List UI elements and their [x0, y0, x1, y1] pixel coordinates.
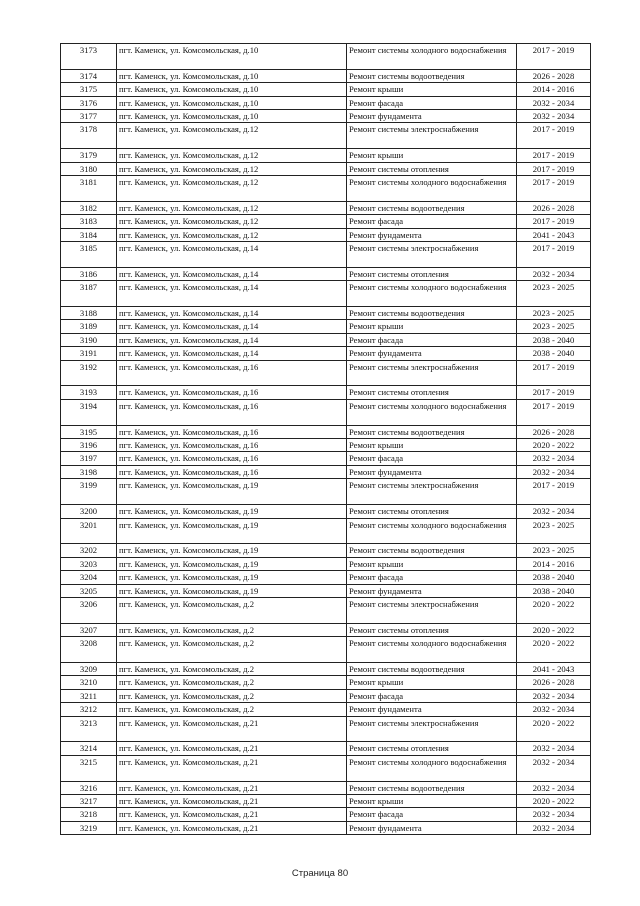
work-type-cell: Ремонт крыши — [347, 320, 517, 333]
row-number: 3174 — [61, 69, 117, 82]
work-type-cell: Ремонт фундамента — [347, 465, 517, 478]
period-cell: 2020 - 2022 — [517, 439, 591, 452]
work-type-cell: Ремонт системы холодного водоснабжения — [347, 399, 517, 425]
row-number: 3181 — [61, 176, 117, 202]
work-type-cell: Ремонт системы холодного водоснабжения — [347, 176, 517, 202]
row-number: 3187 — [61, 281, 117, 307]
address-cell: пгт. Каменск, ул. Комсомольская, д.2 — [117, 703, 347, 716]
period-cell: 2038 - 2040 — [517, 333, 591, 346]
address-cell: пгт. Каменск, ул. Комсомольская, д.16 — [117, 465, 347, 478]
work-type-cell: Ремонт фасада — [347, 215, 517, 228]
row-number: 3198 — [61, 465, 117, 478]
period-cell: 2017 - 2019 — [517, 479, 591, 505]
work-type-cell: Ремонт фундамента — [347, 821, 517, 834]
address-cell: пгт. Каменск, ул. Комсомольская, д.16 — [117, 360, 347, 386]
table-row — [61, 69, 591, 82]
address-cell: пгт. Каменск, ул. Комсомольская, д.2 — [117, 637, 347, 663]
row-number: 3218 — [61, 808, 117, 821]
work-type-cell: Ремонт системы электроснабжения — [347, 123, 517, 149]
period-cell: 2032 - 2034 — [517, 267, 591, 280]
row-number: 3179 — [61, 149, 117, 162]
table-row — [61, 386, 591, 399]
period-cell: 2023 - 2025 — [517, 307, 591, 320]
address-cell: пгт. Каменск, ул. Комсомольская, д.21 — [117, 808, 347, 821]
work-type-cell: Ремонт крыши — [347, 149, 517, 162]
table-row — [61, 452, 591, 465]
work-type-cell: Ремонт фасада — [347, 96, 517, 109]
work-type-cell: Ремонт фасада — [347, 808, 517, 821]
table-row — [61, 96, 591, 109]
table-row — [61, 755, 591, 781]
table-row — [61, 808, 591, 821]
table-row — [61, 307, 591, 320]
period-cell: 2032 - 2034 — [517, 781, 591, 794]
row-number: 3211 — [61, 689, 117, 702]
table-row — [61, 201, 591, 214]
period-cell: 2017 - 2019 — [517, 386, 591, 399]
address-cell: пгт. Каменск, ул. Комсомольская, д.21 — [117, 755, 347, 781]
address-cell: пгт. Каменск, ул. Комсомольская, д.16 — [117, 399, 347, 425]
address-cell: пгт. Каменск, ул. Комсомольская, д.16 — [117, 425, 347, 438]
table-row — [61, 584, 591, 597]
table-row — [61, 505, 591, 518]
work-type-cell: Ремонт системы водоотведения — [347, 662, 517, 675]
work-type-cell: Ремонт системы отопления — [347, 386, 517, 399]
row-number: 3207 — [61, 623, 117, 636]
row-number: 3192 — [61, 360, 117, 386]
table-row — [61, 676, 591, 689]
period-cell: 2032 - 2034 — [517, 96, 591, 109]
table-row — [61, 597, 591, 623]
repair-schedule-table — [60, 43, 591, 835]
row-number: 3188 — [61, 307, 117, 320]
work-type-cell: Ремонт системы электроснабжения — [347, 242, 517, 268]
table-row — [61, 83, 591, 96]
row-number: 3185 — [61, 242, 117, 268]
work-type-cell: Ремонт системы электроснабжения — [347, 479, 517, 505]
period-cell: 2032 - 2034 — [517, 821, 591, 834]
period-cell: 2017 - 2019 — [517, 176, 591, 202]
period-cell: 2026 - 2028 — [517, 425, 591, 438]
table-row — [61, 242, 591, 268]
work-type-cell: Ремонт системы холодного водоснабжения — [347, 281, 517, 307]
period-cell: 2026 - 2028 — [517, 69, 591, 82]
address-cell: пгт. Каменск, ул. Комсомольская, д.16 — [117, 439, 347, 452]
address-cell: пгт. Каменск, ул. Комсомольская, д.12 — [117, 176, 347, 202]
work-type-cell: Ремонт фундамента — [347, 584, 517, 597]
row-number: 3175 — [61, 83, 117, 96]
work-type-cell: Ремонт системы водоотведения — [347, 307, 517, 320]
row-number: 3219 — [61, 821, 117, 834]
table-body — [61, 44, 591, 835]
address-cell: пгт. Каменск, ул. Комсомольская, д.12 — [117, 123, 347, 149]
period-cell: 2026 - 2028 — [517, 201, 591, 214]
address-cell: пгт. Каменск, ул. Комсомольская, д.19 — [117, 584, 347, 597]
period-cell: 2017 - 2019 — [517, 162, 591, 175]
address-cell: пгт. Каменск, ул. Комсомольская, д.19 — [117, 518, 347, 544]
work-type-cell: Ремонт системы холодного водоснабжения — [347, 518, 517, 544]
address-cell: пгт. Каменск, ул. Комсомольская, д.16 — [117, 452, 347, 465]
row-number: 3204 — [61, 571, 117, 584]
period-cell: 2038 - 2040 — [517, 584, 591, 597]
row-number: 3216 — [61, 781, 117, 794]
address-cell: пгт. Каменск, ул. Комсомольская, д.21 — [117, 742, 347, 755]
address-cell: пгт. Каменск, ул. Комсомольская, д.19 — [117, 479, 347, 505]
period-cell: 2032 - 2034 — [517, 755, 591, 781]
row-number: 3206 — [61, 597, 117, 623]
table-row — [61, 347, 591, 360]
address-cell: пгт. Каменск, ул. Комсомольская, д.12 — [117, 228, 347, 241]
period-cell: 2020 - 2022 — [517, 716, 591, 742]
table-row — [61, 149, 591, 162]
address-cell: пгт. Каменск, ул. Комсомольская, д.14 — [117, 347, 347, 360]
work-type-cell: Ремонт системы электроснабжения — [347, 597, 517, 623]
row-number: 3214 — [61, 742, 117, 755]
table-row — [61, 228, 591, 241]
table-row — [61, 637, 591, 663]
table-row — [61, 821, 591, 834]
period-cell: 2023 - 2025 — [517, 320, 591, 333]
row-number: 3195 — [61, 425, 117, 438]
row-number: 3182 — [61, 201, 117, 214]
period-cell: 2017 - 2019 — [517, 360, 591, 386]
table-row — [61, 360, 591, 386]
work-type-cell: Ремонт системы водоотведения — [347, 781, 517, 794]
address-cell: пгт. Каменск, ул. Комсомольская, д.10 — [117, 110, 347, 123]
period-cell: 2017 - 2019 — [517, 123, 591, 149]
address-cell: пгт. Каменск, ул. Комсомольская, д.19 — [117, 557, 347, 570]
address-cell: пгт. Каменск, ул. Комсомольская, д.12 — [117, 149, 347, 162]
row-number: 3202 — [61, 544, 117, 557]
table-row — [61, 544, 591, 557]
table-row — [61, 215, 591, 228]
table-row — [61, 703, 591, 716]
work-type-cell: Ремонт системы холодного водоснабжения — [347, 44, 517, 70]
period-cell: 2020 - 2022 — [517, 794, 591, 807]
address-cell: пгт. Каменск, ул. Комсомольская, д.14 — [117, 320, 347, 333]
work-type-cell: Ремонт фундамента — [347, 228, 517, 241]
address-cell: пгт. Каменск, ул. Комсомольская, д.19 — [117, 505, 347, 518]
row-number: 3217 — [61, 794, 117, 807]
work-type-cell: Ремонт крыши — [347, 676, 517, 689]
row-number: 3212 — [61, 703, 117, 716]
address-cell: пгт. Каменск, ул. Комсомольская, д.14 — [117, 267, 347, 280]
row-number: 3184 — [61, 228, 117, 241]
row-number: 3178 — [61, 123, 117, 149]
period-cell: 2014 - 2016 — [517, 83, 591, 96]
table-row — [61, 571, 591, 584]
period-cell: 2032 - 2034 — [517, 808, 591, 821]
work-type-cell: Ремонт системы водоотведения — [347, 69, 517, 82]
row-number: 3180 — [61, 162, 117, 175]
page-footer — [0, 868, 640, 879]
address-cell: пгт. Каменск, ул. Комсомольская, д.2 — [117, 689, 347, 702]
table-row — [61, 794, 591, 807]
work-type-cell: Ремонт крыши — [347, 557, 517, 570]
row-number: 3173 — [61, 44, 117, 70]
period-cell: 2032 - 2034 — [517, 110, 591, 123]
work-type-cell: Ремонт системы отопления — [347, 162, 517, 175]
period-cell: 2017 - 2019 — [517, 242, 591, 268]
table-row — [61, 689, 591, 702]
row-number: 3203 — [61, 557, 117, 570]
work-type-cell: Ремонт фундамента — [347, 703, 517, 716]
period-cell: 2020 - 2022 — [517, 597, 591, 623]
row-number: 3215 — [61, 755, 117, 781]
table-row — [61, 623, 591, 636]
work-type-cell: Ремонт системы водоотведения — [347, 201, 517, 214]
address-cell: пгт. Каменск, ул. Комсомольская, д.2 — [117, 597, 347, 623]
period-cell: 2020 - 2022 — [517, 623, 591, 636]
period-cell: 2023 - 2025 — [517, 281, 591, 307]
address-cell: пгт. Каменск, ул. Комсомольская, д.2 — [117, 662, 347, 675]
row-number: 3209 — [61, 662, 117, 675]
row-number: 3196 — [61, 439, 117, 452]
row-number: 3186 — [61, 267, 117, 280]
work-type-cell: Ремонт крыши — [347, 439, 517, 452]
period-cell: 2017 - 2019 — [517, 149, 591, 162]
period-cell: 2032 - 2034 — [517, 689, 591, 702]
table-row — [61, 781, 591, 794]
row-number: 3201 — [61, 518, 117, 544]
row-number: 3210 — [61, 676, 117, 689]
work-type-cell: Ремонт системы холодного водоснабжения — [347, 637, 517, 663]
period-cell: 2032 - 2034 — [517, 742, 591, 755]
work-type-cell: Ремонт системы отопления — [347, 742, 517, 755]
address-cell: пгт. Каменск, ул. Комсомольская, д.19 — [117, 544, 347, 557]
period-cell: 2017 - 2019 — [517, 44, 591, 70]
address-cell: пгт. Каменск, ул. Комсомольская, д.14 — [117, 281, 347, 307]
period-cell: 2041 - 2043 — [517, 662, 591, 675]
address-cell: пгт. Каменск, ул. Комсомольская, д.10 — [117, 44, 347, 70]
period-cell: 2038 - 2040 — [517, 571, 591, 584]
period-cell: 2023 - 2025 — [517, 544, 591, 557]
address-cell: пгт. Каменск, ул. Комсомольская, д.2 — [117, 623, 347, 636]
table-row — [61, 123, 591, 149]
period-cell: 2017 - 2019 — [517, 399, 591, 425]
work-type-cell: Ремонт системы водоотведения — [347, 544, 517, 557]
table-row — [61, 162, 591, 175]
address-cell: пгт. Каменск, ул. Комсомольская, д.12 — [117, 215, 347, 228]
address-cell: пгт. Каменск, ул. Комсомольская, д.21 — [117, 821, 347, 834]
address-cell: пгт. Каменск, ул. Комсомольская, д.21 — [117, 794, 347, 807]
row-number: 3199 — [61, 479, 117, 505]
table-row — [61, 479, 591, 505]
address-cell: пгт. Каменск, ул. Комсомольская, д.2 — [117, 676, 347, 689]
row-number: 3191 — [61, 347, 117, 360]
table-row — [61, 557, 591, 570]
table-row — [61, 333, 591, 346]
period-cell: 2032 - 2034 — [517, 703, 591, 716]
work-type-cell: Ремонт системы отопления — [347, 267, 517, 280]
table-row — [61, 662, 591, 675]
table-row — [61, 465, 591, 478]
table-row — [61, 320, 591, 333]
table-row — [61, 439, 591, 452]
address-cell: пгт. Каменск, ул. Комсомольская, д.14 — [117, 333, 347, 346]
work-type-cell: Ремонт фасада — [347, 689, 517, 702]
table-row — [61, 716, 591, 742]
work-type-cell: Ремонт системы холодного водоснабжения — [347, 755, 517, 781]
address-cell: пгт. Каменск, ул. Комсомольская, д.10 — [117, 96, 347, 109]
table-row — [61, 425, 591, 438]
work-type-cell: Ремонт фасада — [347, 452, 517, 465]
row-number: 3194 — [61, 399, 117, 425]
work-type-cell: Ремонт системы отопления — [347, 623, 517, 636]
work-type-cell: Ремонт крыши — [347, 83, 517, 96]
period-cell: 2014 - 2016 — [517, 557, 591, 570]
row-number: 3205 — [61, 584, 117, 597]
work-type-cell: Ремонт системы электроснабжения — [347, 360, 517, 386]
address-cell: пгт. Каменск, ул. Комсомольская, д.12 — [117, 201, 347, 214]
address-cell: пгт. Каменск, ул. Комсомольская, д.21 — [117, 716, 347, 742]
table-row — [61, 518, 591, 544]
work-type-cell: Ремонт крыши — [347, 794, 517, 807]
table-row — [61, 399, 591, 425]
page-number: Страница 80 — [291, 868, 349, 879]
period-cell: 2032 - 2034 — [517, 505, 591, 518]
work-type-cell: Ремонт фасада — [347, 571, 517, 584]
row-number: 3183 — [61, 215, 117, 228]
row-number: 3200 — [61, 505, 117, 518]
work-type-cell: Ремонт системы отопления — [347, 505, 517, 518]
period-cell: 2017 - 2019 — [517, 215, 591, 228]
table-row — [61, 176, 591, 202]
table-row — [61, 742, 591, 755]
period-cell: 2023 - 2025 — [517, 518, 591, 544]
work-type-cell: Ремонт фундамента — [347, 347, 517, 360]
period-cell: 2026 - 2028 — [517, 676, 591, 689]
period-cell: 2020 - 2022 — [517, 637, 591, 663]
table-row — [61, 44, 591, 70]
address-cell: пгт. Каменск, ул. Комсомольская, д.21 — [117, 781, 347, 794]
work-type-cell: Ремонт системы электроснабжения — [347, 716, 517, 742]
period-cell: 2041 - 2043 — [517, 228, 591, 241]
period-cell: 2032 - 2034 — [517, 452, 591, 465]
address-cell: пгт. Каменск, ул. Комсомольская, д.16 — [117, 386, 347, 399]
work-type-cell: Ремонт фундамента — [347, 110, 517, 123]
work-type-cell: Ремонт фасада — [347, 333, 517, 346]
address-cell: пгт. Каменск, ул. Комсомольская, д.10 — [117, 83, 347, 96]
row-number: 3197 — [61, 452, 117, 465]
table-row — [61, 110, 591, 123]
row-number: 3189 — [61, 320, 117, 333]
row-number: 3177 — [61, 110, 117, 123]
address-cell: пгт. Каменск, ул. Комсомольская, д.14 — [117, 242, 347, 268]
row-number: 3208 — [61, 637, 117, 663]
row-number: 3213 — [61, 716, 117, 742]
work-type-cell: Ремонт системы водоотведения — [347, 425, 517, 438]
table-row — [61, 281, 591, 307]
table-row — [61, 267, 591, 280]
address-cell: пгт. Каменск, ул. Комсомольская, д.19 — [117, 571, 347, 584]
period-cell: 2032 - 2034 — [517, 465, 591, 478]
address-cell: пгт. Каменск, ул. Комсомольская, д.14 — [117, 307, 347, 320]
address-cell: пгт. Каменск, ул. Комсомольская, д.10 — [117, 69, 347, 82]
row-number: 3176 — [61, 96, 117, 109]
row-number: 3190 — [61, 333, 117, 346]
period-cell: 2038 - 2040 — [517, 347, 591, 360]
address-cell: пгт. Каменск, ул. Комсомольская, д.12 — [117, 162, 347, 175]
row-number: 3193 — [61, 386, 117, 399]
